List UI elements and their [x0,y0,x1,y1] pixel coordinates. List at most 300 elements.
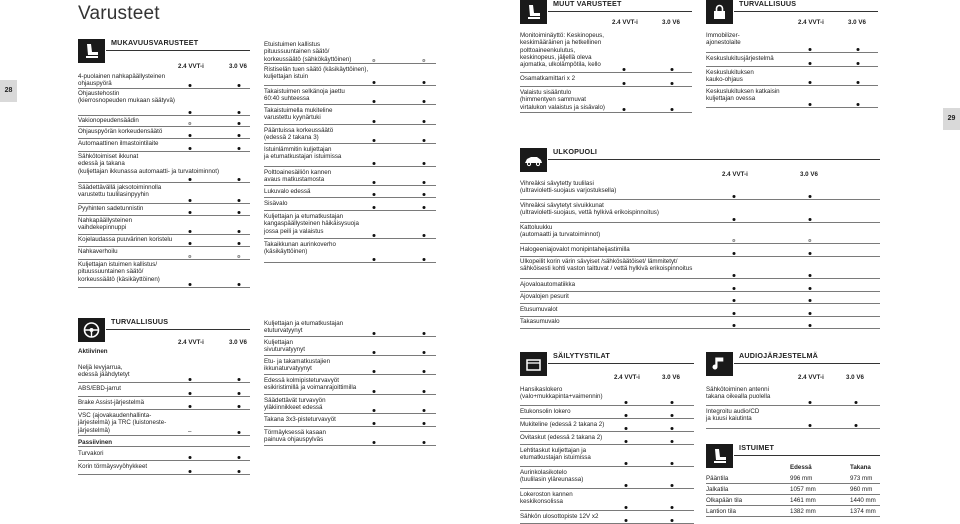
standard-dot [189,199,192,202]
column-rear: Takana [850,464,871,471]
standard-dot [373,193,376,196]
feature-label: Ristiselän tuen säätö (käsikäyttöinen), kuljettajan istuin [264,66,369,81]
standard-dot [189,134,192,137]
table-row [78,450,250,461]
table-row [78,128,250,139]
table-row [520,180,880,200]
standard-dot [857,48,860,51]
feature-label: Etu- ja takamatkustajien ikkunaturvatyynyt [264,358,331,373]
column-3-0-v6: 3.0 V6 [846,374,864,381]
feature-label: Integroitu audio/CD ja kuusi kaiutinta [706,408,760,423]
feature-label: Nahkapäällysteinen vaihdekepinnuppi [78,217,133,232]
standard-dot [189,84,192,87]
feature-label: Törmäyksessä kasaan painuva ohjauspylväs [264,429,326,444]
turva2-title: TURVALLISUUS [739,0,797,8]
seat-icon [78,39,105,63]
page-number-right: 29 [943,108,960,130]
standard-dot [625,462,628,465]
standard-dot [671,82,674,85]
sailyt-column-headers [520,374,694,382]
table-row [264,397,436,414]
feature-label: Kattoluukku (automaatti ja turvatoiminnot) [520,224,601,239]
feature-label: Takana 3x3-pisteturvavyöt [264,416,336,423]
standard-dot [238,431,241,434]
standard-dot [809,103,812,106]
standard-dot [373,351,376,354]
standard-dot [373,139,376,142]
dimension-rear-value: 960 mm [850,486,873,493]
mukavuus-title: MUKAVUUSVARUSTEET [111,38,199,47]
feature-label: Kuljettajan ja etumatkustajan etuturvatyynyt [264,320,344,335]
column-front: Edessä [790,464,812,471]
feature-label: Vakionopeudensäädin [78,117,139,124]
table-row [78,90,250,116]
mukavuus-header [78,39,250,63]
feature-label: Brake Assist-järjestelmä [78,399,145,406]
standard-dot [423,81,426,84]
table-row [706,386,880,406]
table-row [264,127,436,144]
standard-dot [373,409,376,412]
feature-label: Vihreäksi sävytetty tuulilasi (ultravioletti-suojaus varjostuksella) [520,180,617,195]
turva-column-headers [78,339,250,355]
table-row [706,32,878,53]
feature-label: Aurinkolasikotelo (tuulilasin yläreunassa) [520,469,584,484]
optional-dot [732,239,735,242]
feature-label: Halogeeniajovalot monipintaheijastimilla [520,245,630,253]
standard-dot [855,424,858,427]
standard-dot [238,199,241,202]
table-row [264,200,436,211]
ulko-column-headers [520,171,880,179]
standard-dot [809,62,812,65]
dimension-label: Jalkatila [706,486,729,493]
table-row [520,281,880,292]
optional-dot [188,122,191,125]
ulko-title: ULKOPUOLI [553,147,598,156]
standard-dot [238,122,241,125]
standard-dot [733,287,736,290]
dimension-front-value: 996 mm [790,475,813,482]
column-3-0-v6: 3.0 V6 [662,374,680,381]
standard-dot [671,462,674,465]
table-row [264,339,436,356]
column-2-4-vvti: 2.4 VVT-i [798,19,824,26]
table-row [264,213,436,239]
table-row [520,224,880,244]
standard-dot [373,120,376,123]
dimension-label: Olkapään tila [706,497,743,504]
standard-dot [423,162,426,165]
table-row [78,261,250,288]
standard-dot [238,470,241,473]
feature-label: Ajovalojen pesurit [520,293,569,300]
standard-dot [373,332,376,335]
feature-label: 4-puolainen nahkapäällysteinen ohjauspyörä [78,73,166,88]
standard-dot [671,519,674,522]
standard-dot [189,456,192,459]
table-row [78,248,250,260]
sailyt-header [520,352,694,376]
standard-dot [373,422,376,425]
standard-dot [423,422,426,425]
mitat-title: ISTUIMET [739,443,775,452]
dimension-row [706,474,880,484]
standard-dot [238,405,241,408]
column-2-4-vvti: 2.4 VVT-i [798,374,824,381]
table-row [78,364,250,383]
page-number-left: 28 [0,80,17,102]
standard-dot [373,234,376,237]
not-available-mark: – [188,428,192,435]
standard-dot [238,134,241,137]
optional-dot [237,255,240,258]
standard-dot [423,100,426,103]
standard-dot [733,252,736,255]
dimension-row [706,507,880,517]
standard-dot [733,195,736,198]
standard-dot [238,392,241,395]
table-row [264,169,436,186]
table-row [520,408,694,419]
standard-dot [423,139,426,142]
standard-dot [373,206,376,209]
standard-dot [671,506,674,509]
feature-label: Pyyhinten sadetunnistin [78,205,144,212]
muut-column-headers [520,19,692,27]
standard-dot [671,401,674,404]
standard-dot [809,424,812,427]
standard-dot [809,287,812,290]
table-row [520,318,880,329]
table-row [520,293,880,304]
standard-dot [423,351,426,354]
dimension-front-value: 1057 mm [790,486,816,493]
table-row [706,88,878,108]
audio-header [706,352,880,376]
standard-dot [238,242,241,245]
standard-dot [733,312,736,315]
subheading-aktiivinen: Aktiivinen [78,348,108,355]
dimension-label: Pääntila [706,475,729,482]
table-row [264,88,436,105]
standard-dot [623,82,626,85]
table-row [520,491,694,511]
table-row [264,416,436,427]
table-row [520,513,694,524]
optional-dot [808,239,811,242]
turva-title: TURVALLISUUS [111,317,169,326]
standard-dot [809,312,812,315]
table-row [264,66,436,86]
standard-dot [423,120,426,123]
standard-dot [373,258,376,261]
table-row [520,434,694,445]
dimension-label: Lantion tila [706,508,736,515]
table-row [264,41,436,64]
standard-dot [671,414,674,417]
mukavuus-column-headers [78,63,250,71]
car-icon [520,148,547,172]
feature-label: Etusumuvalot [520,305,558,313]
feature-label: Osamatkamittari x 2 [520,75,576,82]
standard-dot [373,370,376,373]
music-note-icon [706,352,733,376]
standard-dot [189,230,192,233]
standard-dot [733,218,736,221]
feature-label: Takasumuvalo [520,318,560,325]
column-2-4-vvti: 2.4 VVT-i [178,63,204,70]
column-2-4-vvti: 2.4 VVT-i [722,171,748,178]
table-row [264,146,436,167]
feature-label: Takaistuimen selkänoja jaettu 60:40 suhteessa [264,88,345,103]
standard-dot [423,332,426,335]
column-3-0-v6: 3.0 V6 [848,19,866,26]
standard-dot [373,390,376,393]
feature-label: Korin törmäysvyöhykkeet [78,463,148,470]
table-row [264,241,436,263]
subheading-passiivinen: Passiivinen [78,439,113,446]
table-row [520,386,694,406]
standard-dot [809,81,812,84]
standard-dot [625,440,628,443]
standard-dot [189,242,192,245]
dimension-rear-value: 1440 mm [850,497,876,504]
standard-dot [857,103,860,106]
table-row [706,69,878,86]
feature-label: Pääntuissa korkeussäätö (edessä 2 takana 3) [264,127,334,142]
page-title: Varusteet [78,3,160,24]
feature-label: Takaikkunan aurinkoverho (käsikäyttöinen) [264,241,336,256]
table-row [78,73,250,89]
standard-dot [809,252,812,255]
standard-dot [855,401,858,404]
standard-dot [238,378,241,381]
standard-dot [423,234,426,237]
standard-dot [238,230,241,233]
storage-icon [520,352,547,376]
column-2-4-vvti: 2.4 VVT-i [614,374,640,381]
table-row [264,358,436,375]
standard-dot [373,81,376,84]
feature-label: Sähkön ulosottopiste 12V x2 [520,513,599,520]
column-2-4-vvti: 2.4 VVT-i [178,339,204,346]
feature-label: Etuistuimen kallistus pituussuuntainen säätö/ korkeussäätö (sähkökäyttöinen) [264,41,352,63]
table-row [78,140,250,152]
feature-label: Ohjaustehostin (kierrosnopeuden mukaan säätyvä) [78,90,175,105]
standard-dot [809,299,812,302]
standard-dot [671,484,674,487]
standard-dot [189,283,192,286]
standard-dot [733,274,736,277]
standard-dot [809,195,812,198]
feature-label: Säädettävät turvavyön yläkiinnikkeet edessä [264,397,326,412]
feature-label: Sähkötoimiset ikkunat edessä ja takana (kuljettajan ikkunassa automaatti- ja turvatoiminnot) [78,153,220,175]
standard-dot [189,378,192,381]
table-row [520,421,694,432]
feature-label: Keskuslukituksen katkaisin kuljettajan ovessa [706,88,780,103]
dimension-row [706,496,880,506]
feature-label: Nahkaverhoilu [78,248,118,255]
standard-dot [671,440,674,443]
table-row [264,320,436,337]
table-row [520,469,694,489]
standard-dot [238,147,241,150]
feature-label: Kojelaudassa puuvärinen koristelu [78,236,173,243]
feature-label: Lehtitaskut kuljettajan ja etumatkustajan istuimissa [520,447,591,462]
turva2-column-headers [706,19,878,27]
table-row [78,117,250,127]
feature-label: Automaattinen ilmastointilaite [78,140,159,147]
table-row [706,408,880,429]
standard-dot [809,274,812,277]
feature-label: Vihreäksi sävytetyt sivuikkunat (ultravioletti-suojaus, vettä hylkivä erikoispinnoitus) [520,201,659,216]
feature-label: Kuljettajan ja etumatkustajan kangaspäällysteinen häikäisysuoja jossa peili ja valaistus [264,213,359,235]
standard-dot [373,181,376,184]
table-row [264,429,436,446]
feature-label: Lukuvalo edessä [264,188,311,195]
feature-label: Hansikaslokero (valo+mukkapinta+vaimennin) [520,386,603,401]
dimension-front-value: 1382 mm [790,508,816,515]
standard-dot [423,193,426,196]
feature-label: Keskuslukituksen kauko-ohjaus [706,69,754,84]
audio-title: AUDIOJÄRJESTELMÄ [739,351,819,360]
standard-dot [625,414,628,417]
standard-dot [238,111,241,114]
standard-dot [373,100,376,103]
column-3-0-v6: 3.0 V6 [229,63,247,70]
feature-label: Neljä levyjarrua, edessä jäähdytetyt [78,364,130,379]
table-row [520,89,692,113]
table-row [264,107,436,125]
dimension-front-value: 1461 mm [790,497,816,504]
table-row [706,55,878,67]
feature-label: Monitoiminäyttö: Keskinopeus, keskimääräinen ja hetkellinen polttoaineenkulutus, keskinopeus, jäljellä oleva ajomatka, ulkolämpötila, kello [520,32,604,69]
feature-label: Sähkötoiminen antenni takana oikealla puolella [706,386,771,401]
standard-dot [189,147,192,150]
standard-dot [423,206,426,209]
feature-label: Valaistu sisääntulo (himmentyen sammuvat virtalukon valaistus ja sisävalo) [520,89,605,111]
feature-label: ABS/EBD-jarrut [78,385,121,392]
standard-dot [809,48,812,51]
dimension-rear-value: 973 mm [850,475,873,482]
optional-dot [188,255,191,258]
standard-dot [623,108,626,111]
dimension-column-headers [706,464,880,472]
feature-label: Istuinlämmitin kuljettajan ja etumatkustajan istuimissa [264,146,342,161]
table-row [520,258,880,279]
feature-label: Kuljettajan istuimen kallistus/ pituussuuntainen säätö/ korkeussäätö (käsikäyttöinen) [78,261,160,283]
standard-dot [733,324,736,327]
standard-dot [423,390,426,393]
standard-dot [671,427,674,430]
standard-dot [238,84,241,87]
standard-dot [809,218,812,221]
standard-dot [238,283,241,286]
table-row [264,188,436,198]
feature-label: Ulkopeilit korin värin sävyiset /sähkösäätöiset/ lämmitetyt/ sähköisesti kohti vaston taittuvat / vettä hylkivä erikoispinnoitus [520,258,693,273]
standard-dot [623,68,626,71]
standard-dot [671,68,674,71]
table-row [78,153,250,183]
feature-label: Ajovaloautomatiikka [520,280,576,288]
audio-column-headers [706,374,880,382]
standard-dot [189,178,192,181]
feature-label: Immobilizer- ajonestolaite [706,32,741,47]
standard-dot [857,62,860,65]
standard-dot [809,324,812,327]
standard-dot [423,441,426,444]
table-row [78,463,250,475]
standard-dot [238,178,241,181]
table-row [520,75,692,87]
feature-label: Ohjauspyörän korkeudensäätö [78,128,163,135]
standard-dot [733,299,736,302]
feature-label: Turvakori [78,450,104,457]
column-2-4-vvti: 2.4 VVT-i [612,19,638,26]
feature-label: Etukonsolin lokero [520,408,571,415]
column-3-0-v6: 3.0 V6 [229,339,247,346]
feature-label: Polttoainesäiliön kannen avaus matkustamosta [264,169,332,184]
table-row [520,306,880,317]
feature-label: Lokeroston kannen keskikonsolissa [520,491,573,506]
feature-label: Kuljettajan sivuturvatyynyt [264,339,305,354]
standard-dot [625,484,628,487]
feature-label: Ovitaskut (edessä 2 takana 2) [520,434,603,441]
table-row [78,205,250,216]
table-row [78,385,250,397]
table-row [520,246,880,257]
column-3-0-v6: 3.0 V6 [662,19,680,26]
table-row [78,217,250,235]
feature-label: Keskuslukitusjärjestelmä [706,55,774,62]
standard-dot [423,370,426,373]
standard-dot [625,506,628,509]
table-row [520,202,880,223]
standard-dot [423,409,426,412]
table-row [520,447,694,467]
standard-dot [625,427,628,430]
table-row [264,377,436,395]
column-3-0-v6: 3.0 V6 [800,171,818,178]
standard-dot [423,258,426,261]
standard-dot [189,111,192,114]
feature-label: Takaistuimella mukiteline varustettu kyynärtuki [264,107,333,122]
table-row [78,184,250,204]
standard-dot [625,401,628,404]
table-row [78,412,250,436]
standard-dot [189,392,192,395]
feature-label: Säädettävällä jaksotoiminnolla varustettu tuulilasinpyyhin [78,184,162,199]
feature-label: VSC (ajovakaudenhallinta- järjestelmä) ja TRC (luistoneste- järjestelmä) [78,412,167,434]
ulko-header [520,148,880,172]
muut-title: MUUT VARUSTEET [553,0,622,8]
standard-dot [857,81,860,84]
table-row [78,399,250,410]
feature-label: Mukiteline (edessä 2 takana 2) [520,421,605,428]
dimension-rear-value: 1374 mm [850,508,876,515]
standard-dot [238,211,241,214]
feature-label: Sisävalo [264,200,288,207]
standard-dot [373,441,376,444]
sailyt-title: SÄILYTYSTILAT [553,351,610,360]
standard-dot [189,211,192,214]
standard-dot [671,108,674,111]
table-row [78,236,250,247]
standard-dot [238,456,241,459]
standard-dot [809,401,812,404]
standard-dot [189,405,192,408]
